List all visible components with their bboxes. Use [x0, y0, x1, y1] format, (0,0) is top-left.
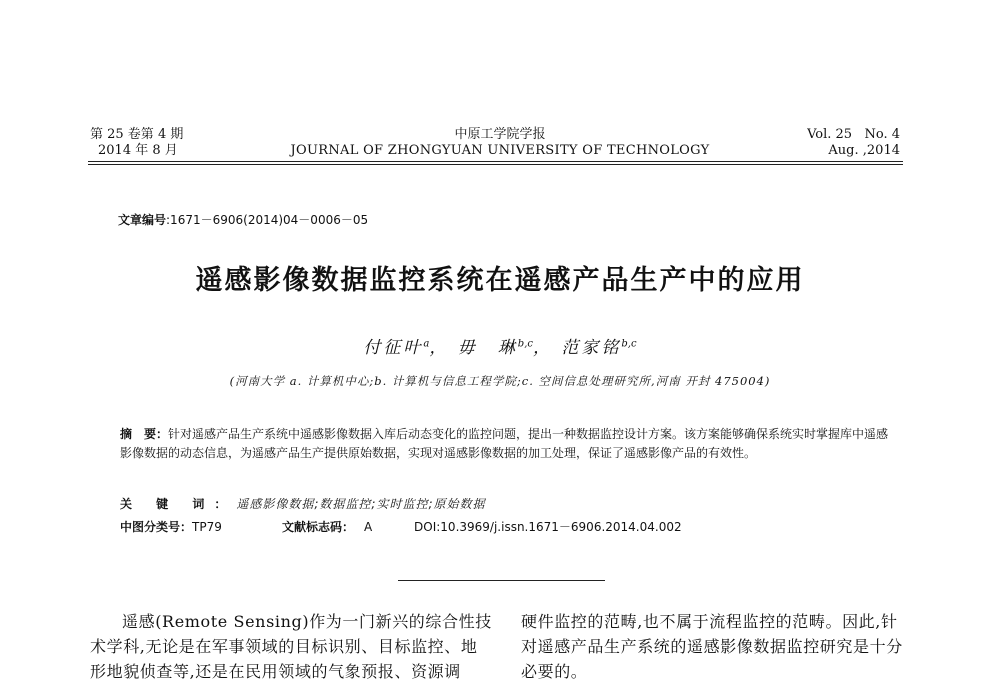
body-line: 术学科,无论是在军事领域的目标识别、目标监控、地 [90, 637, 478, 656]
header-rule-bottom [88, 164, 903, 165]
journal-name-en: JOURNAL OF ZHONGYUAN UNIVERSITY OF TECHNOLOGY [290, 143, 710, 158]
journal-name-cn: 中原工学院学报 [454, 127, 546, 142]
doi: DOI:10.3969/j.issn.1671－6906.2014.04.002 [414, 520, 682, 534]
volume-en: Vol. 25 No. 4 [807, 127, 900, 142]
body-column-right [521, 609, 903, 684]
abstract [120, 425, 890, 463]
body-line: 对遥感产品生产系统的遥感影像数据监控研究是十分 [521, 637, 903, 656]
body-line: 必要的。 [521, 662, 588, 681]
abstract-text: 针对遥感产品生产系统中遥感影像数据入库后动态变化的监控问题，提出一种数据监控设计方案。该方案能够确保系统实时掌握库中遥感影像数据的动态信息，为遥感产品生产提供原始数据，实现对遥感影像数据的加工处理，保证了遥感影像产品的有效性。 [120, 427, 889, 460]
author-name: 范家铭 [561, 338, 622, 358]
author-affil-mark: b,c [621, 338, 637, 350]
author-affil-mark: b,c [517, 338, 533, 350]
article-id [118, 211, 368, 228]
author-name: 毋 琳 [457, 338, 518, 358]
body-column-left [90, 609, 492, 684]
date-cn: 2014 年 8 月 [98, 143, 178, 158]
classification-row [120, 518, 682, 535]
clc-label: 中图分类号： [120, 520, 193, 534]
keywords-value: 遥感影像数据;数据监控;实时监控;原始数据 [236, 497, 486, 511]
paper-title: 遥感影像数据监控系统在遥感产品生产中的应用 [195, 265, 805, 296]
keywords-label: 关 键 词： [120, 497, 237, 511]
header-rule-top [88, 161, 903, 162]
body-line: 硬件监控的范畴,也不属于流程监控的范畴。因此,针 [521, 612, 898, 631]
body-line: 遥感(Remote Sensing)作为一门新兴的综合性技 [122, 612, 492, 631]
doc-code-value: A [364, 520, 373, 534]
doc-code-label: 文献标志码： [282, 520, 355, 534]
header-volume-en [807, 127, 900, 159]
section-separator [398, 580, 605, 581]
keywords [120, 495, 486, 512]
volume-cn: 第 25 卷第 4 期 [90, 127, 184, 142]
author-name: 付征叶 [363, 338, 424, 358]
clc-value: TP79 [192, 520, 222, 534]
author-list: 付征叶$^a$， 毋 琳$^{b,c}$， 范家铭$^{b,c}$ [363, 338, 637, 358]
article-id-label: 文章编号 [118, 213, 167, 227]
body-line: 形地貌侦查等,还是在民用领域的气象预报、资源调 [90, 662, 461, 681]
article-id-value: :1671－6906(2014)04－0006－05 [166, 213, 369, 227]
author-affil-mark: a [423, 338, 430, 350]
date-en: Aug. ,2014 [828, 143, 900, 158]
affiliation: (河南大学 a. 计算机中心;b. 计算机与信息工程学院;c. 空间信息处理研究所,河南 开封 475004) [229, 374, 771, 388]
abstract-label: 摘 要： [120, 427, 169, 441]
